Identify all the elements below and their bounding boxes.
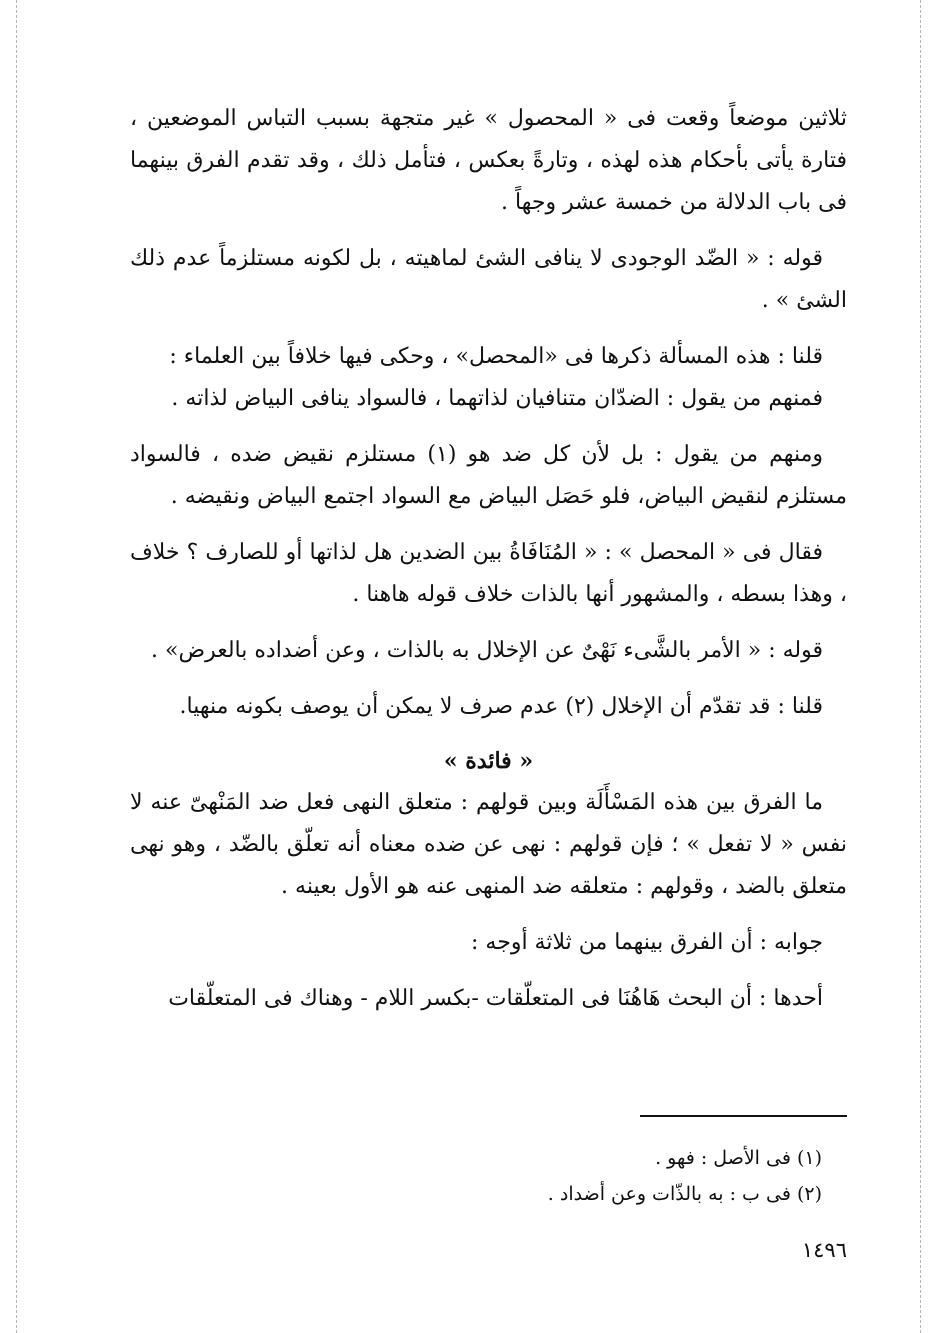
right-page-edge <box>920 0 921 1333</box>
footnote-2: (٢) فى ب : به بالذّات وعن أضداد . <box>547 1183 822 1205</box>
paragraph-6: فقال فى « المحصل » : « المُنَافَاةُ بين الضدين هل لذاتها أو للصارف ؟ خلاف ، وهذا بسطه ، والمشهور أنها بالذات خلاف قوله هاهنا . <box>130 540 847 607</box>
page-body <box>130 98 847 1020</box>
paragraph-2: قوله : « الضّد الوجودى لا ينافى الشئ لماهيته ، بل لكونه مستلزماً عدم ذلك الشئ » . <box>130 246 847 313</box>
footnote-1: (١) فى الأصل : فهو . <box>655 1147 822 1169</box>
paragraph-5: ومنهم من يقول : بل لأن كل ضد هو (١) مستلزم نقيض ضده ، فالسواد مستلزم لنقيض البياض، فلو حَصَل البياض مع السواد اجتمع البياض ونقيضه . <box>130 442 847 509</box>
paragraph-8: قلنا : قد تقدّم أن الإخلال (٢) عدم صرف لا يمكن أن يوصف بكونه منهيا. <box>179 694 823 719</box>
page-number: ١٤٩٦ <box>801 1238 847 1262</box>
paragraph-4: فمنهم من يقول : الضدّان متنافيان لذاتهما ، فالسواد ينافى البياض لذاته . <box>171 386 823 411</box>
paragraph-9: ما الفرق بين هذه المَسْأَلَة وبين قولهم : متعلق النهى فعل ضد المَنْهىّ عنه لا نفس « لا تفعل » ؛ فإن قولهم : نهى عن ضده معناه أنه تعلّق بالضّد ، وهو نهى متعلق بالضد ، وقولهم : متعلقه ضد المنهى عنه هو الأول بعينه . <box>130 790 847 899</box>
paragraph-11: أحدها : أن البحث هَاهُنَا فى المتعلّقات -بكسر اللام - وهناك فى المتعلّقات <box>168 986 823 1011</box>
footnotes <box>222 1140 822 1212</box>
left-page-edge <box>16 0 17 1333</box>
paragraph-3: قلنا : هذه المسألة ذكرها فى «المحصل» ، وحكى فيها خلافاً بين العلماء : <box>169 344 823 369</box>
footnote-divider <box>640 1115 847 1117</box>
paragraph-1: ثلاثين موضعاً وقعت فى « المحصول » غير متجهة بسبب التباس الموضعين ، فتارة يأتى بأحكام هذه لهذه ، وتارةً بعكس ، فتأمل ذلك ، وقد تقدم الفرق بينهما فى باب الدلالة من خمسة عشر وجهاً . <box>130 106 847 215</box>
paragraph-10: جوابه : أن الفرق بينهما من ثلاثة أوجه : <box>471 930 823 955</box>
section-heading: « فائدة » <box>443 748 534 774</box>
paragraph-7: قوله : « الأمر بالشَّىء نَهْىٌ عن الإخلال به بالذات ، وعن أضداده بالعرض» . <box>151 638 823 663</box>
